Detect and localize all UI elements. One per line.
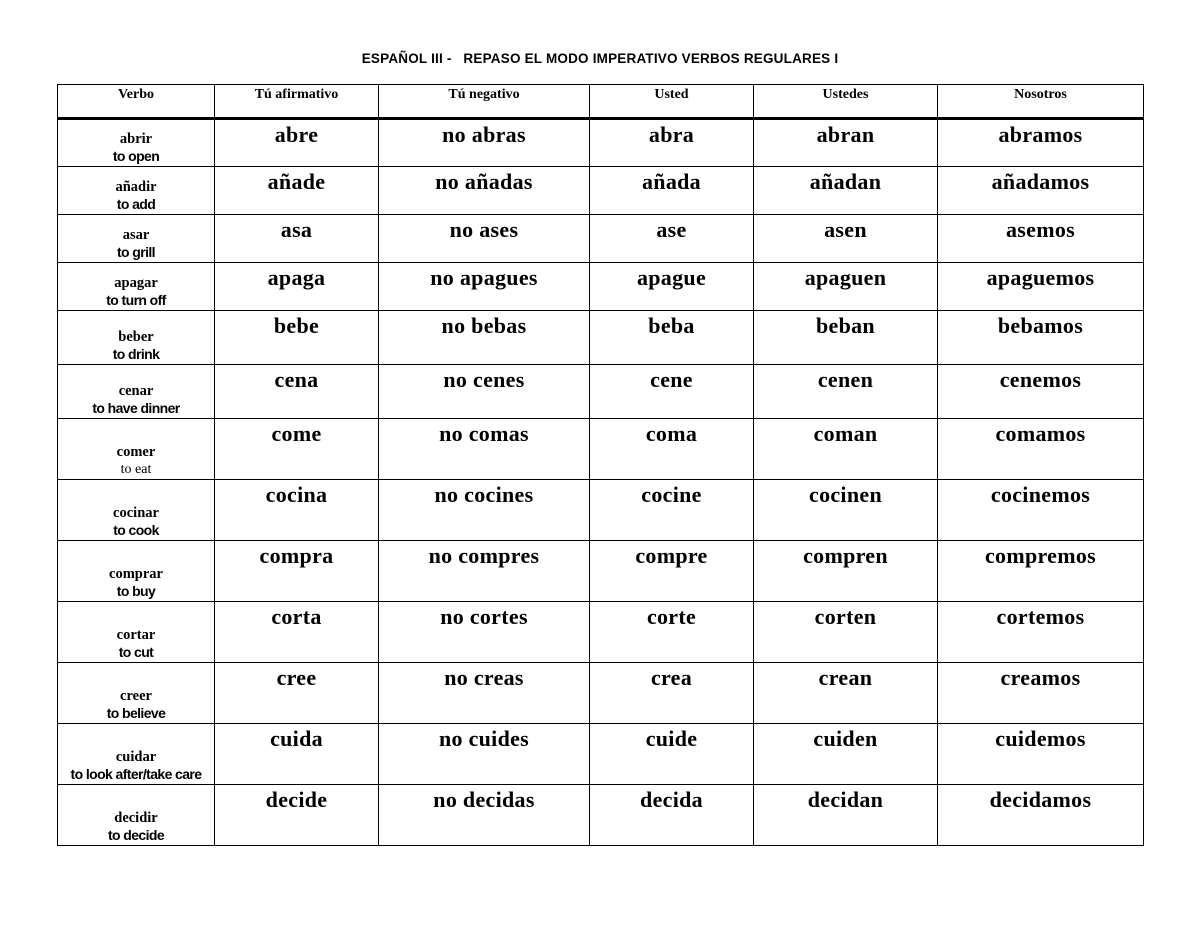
verb-infinitive: abrir	[119, 131, 153, 147]
header-row	[58, 85, 1144, 119]
table-row	[58, 263, 1144, 311]
form-ustedes: cenen	[754, 365, 938, 419]
verb-infinitive: cuidar	[115, 749, 157, 765]
table-row	[58, 724, 1144, 785]
table-row	[58, 167, 1144, 215]
imperative-table	[57, 84, 1144, 846]
form-ustedes: añadan	[754, 167, 938, 215]
form-nosotros: cocinemos	[938, 480, 1144, 541]
header-tu-negativo: Tú negativo	[379, 85, 590, 119]
table-body	[58, 119, 1144, 846]
form-usted: crea	[590, 663, 754, 724]
form-tu-negativo: no creas	[379, 663, 590, 724]
form-nosotros: cortemos	[938, 602, 1144, 663]
form-ustedes: cuiden	[754, 724, 938, 785]
form-nosotros: cenemos	[938, 365, 1144, 419]
form-tu-negativo: no cenes	[379, 365, 590, 419]
table-row	[58, 215, 1144, 263]
table-row	[58, 419, 1144, 480]
form-ustedes: asen	[754, 215, 938, 263]
verb-translation: to add	[116, 196, 156, 212]
form-tu-afirmativo: come	[215, 419, 379, 480]
form-tu-afirmativo: cena	[215, 365, 379, 419]
verb-translation: to cut	[118, 644, 154, 660]
table-row	[58, 119, 1144, 167]
form-ustedes: abran	[754, 119, 938, 167]
table-row	[58, 602, 1144, 663]
verb-cell	[58, 724, 215, 785]
verb-translation: to believe	[106, 705, 166, 721]
form-nosotros: comamos	[938, 419, 1144, 480]
verb-translation: to look after/take care	[70, 766, 202, 782]
header-ustedes: Ustedes	[754, 85, 938, 119]
form-tu-negativo: no añadas	[379, 167, 590, 215]
form-tu-negativo: no cocines	[379, 480, 590, 541]
header-usted: Usted	[590, 85, 754, 119]
form-tu-afirmativo: cocina	[215, 480, 379, 541]
form-tu-afirmativo: abre	[215, 119, 379, 167]
form-tu-afirmativo: corta	[215, 602, 379, 663]
form-tu-negativo: no comas	[379, 419, 590, 480]
form-tu-negativo: no abras	[379, 119, 590, 167]
verb-translation: to buy	[116, 583, 156, 599]
verb-translation: to decide	[107, 827, 165, 843]
table-row	[58, 311, 1144, 365]
form-ustedes: crean	[754, 663, 938, 724]
page-title: ESPAÑOL III - REPASO EL MODO IMPERATIVO VERBOS REGULARES I	[361, 51, 839, 66]
form-usted: cuide	[590, 724, 754, 785]
verb-cell	[58, 119, 215, 167]
form-ustedes: coman	[754, 419, 938, 480]
verb-infinitive: comer	[116, 444, 156, 460]
verb-translation: to cook	[113, 522, 159, 538]
form-nosotros: cuidemos	[938, 724, 1144, 785]
header-nosotros: Nosotros	[938, 85, 1144, 119]
form-tu-negativo: no ases	[379, 215, 590, 263]
verb-cell	[58, 602, 215, 663]
form-tu-negativo: no bebas	[379, 311, 590, 365]
form-usted: decida	[590, 785, 754, 846]
verb-cell	[58, 311, 215, 365]
verb-infinitive: apagar	[114, 275, 158, 291]
verb-infinitive: beber	[118, 329, 154, 345]
form-ustedes: apaguen	[754, 263, 938, 311]
verb-translation: to turn off	[106, 292, 166, 308]
verb-infinitive: añadir	[115, 179, 157, 195]
form-nosotros: apaguemos	[938, 263, 1144, 311]
verb-translation: to eat	[120, 462, 152, 477]
form-tu-negativo: no cortes	[379, 602, 590, 663]
verb-cell	[58, 541, 215, 602]
form-ustedes: decidan	[754, 785, 938, 846]
verb-cell	[58, 663, 215, 724]
verb-cell	[58, 263, 215, 311]
form-nosotros: añadamos	[938, 167, 1144, 215]
verb-cell	[58, 480, 215, 541]
form-tu-afirmativo: compra	[215, 541, 379, 602]
verb-infinitive: cocinar	[113, 505, 159, 521]
verb-cell	[58, 215, 215, 263]
form-usted: coma	[590, 419, 754, 480]
header-verbo: Verbo	[58, 85, 215, 119]
form-tu-afirmativo: asa	[215, 215, 379, 263]
form-tu-negativo: no compres	[379, 541, 590, 602]
form-ustedes: beban	[754, 311, 938, 365]
verb-infinitive: asar	[122, 227, 150, 243]
form-nosotros: bebamos	[938, 311, 1144, 365]
table-row	[58, 541, 1144, 602]
form-usted: corte	[590, 602, 754, 663]
form-ustedes: corten	[754, 602, 938, 663]
form-tu-afirmativo: decide	[215, 785, 379, 846]
table-row	[58, 480, 1144, 541]
form-usted: cene	[590, 365, 754, 419]
verb-infinitive: creer	[120, 688, 152, 704]
form-nosotros: creamos	[938, 663, 1144, 724]
table-row	[58, 785, 1144, 846]
verb-translation: to open	[112, 148, 160, 164]
form-nosotros: abramos	[938, 119, 1144, 167]
verb-infinitive: cenar	[118, 383, 154, 399]
form-usted: ase	[590, 215, 754, 263]
header-tu-afirmativo: Tú afirmativo	[215, 85, 379, 119]
verb-cell	[58, 365, 215, 419]
form-nosotros: asemos	[938, 215, 1144, 263]
form-tu-negativo: no decidas	[379, 785, 590, 846]
form-tu-negativo: no apagues	[379, 263, 590, 311]
form-usted: añada	[590, 167, 754, 215]
verb-translation: to drink	[112, 346, 160, 362]
form-ustedes: cocinen	[754, 480, 938, 541]
verb-cell	[58, 167, 215, 215]
form-tu-afirmativo: cree	[215, 663, 379, 724]
form-tu-afirmativo: bebe	[215, 311, 379, 365]
form-tu-negativo: no cuides	[379, 724, 590, 785]
verb-cell	[58, 785, 215, 846]
table-row	[58, 365, 1144, 419]
verb-infinitive: decidir	[114, 810, 158, 826]
verb-translation: to grill	[117, 244, 155, 260]
form-usted: abra	[590, 119, 754, 167]
form-tu-afirmativo: apaga	[215, 263, 379, 311]
form-usted: apague	[590, 263, 754, 311]
verb-translation: to have dinner	[92, 400, 180, 416]
form-ustedes: compren	[754, 541, 938, 602]
verb-cell	[58, 419, 215, 480]
verb-infinitive: comprar	[109, 566, 163, 582]
table-row	[58, 663, 1144, 724]
form-nosotros: decidamos	[938, 785, 1144, 846]
form-tu-afirmativo: cuida	[215, 724, 379, 785]
form-nosotros: compremos	[938, 541, 1144, 602]
verb-infinitive: cortar	[116, 627, 156, 643]
form-tu-afirmativo: añade	[215, 167, 379, 215]
form-usted: cocine	[590, 480, 754, 541]
form-usted: beba	[590, 311, 754, 365]
form-usted: compre	[590, 541, 754, 602]
